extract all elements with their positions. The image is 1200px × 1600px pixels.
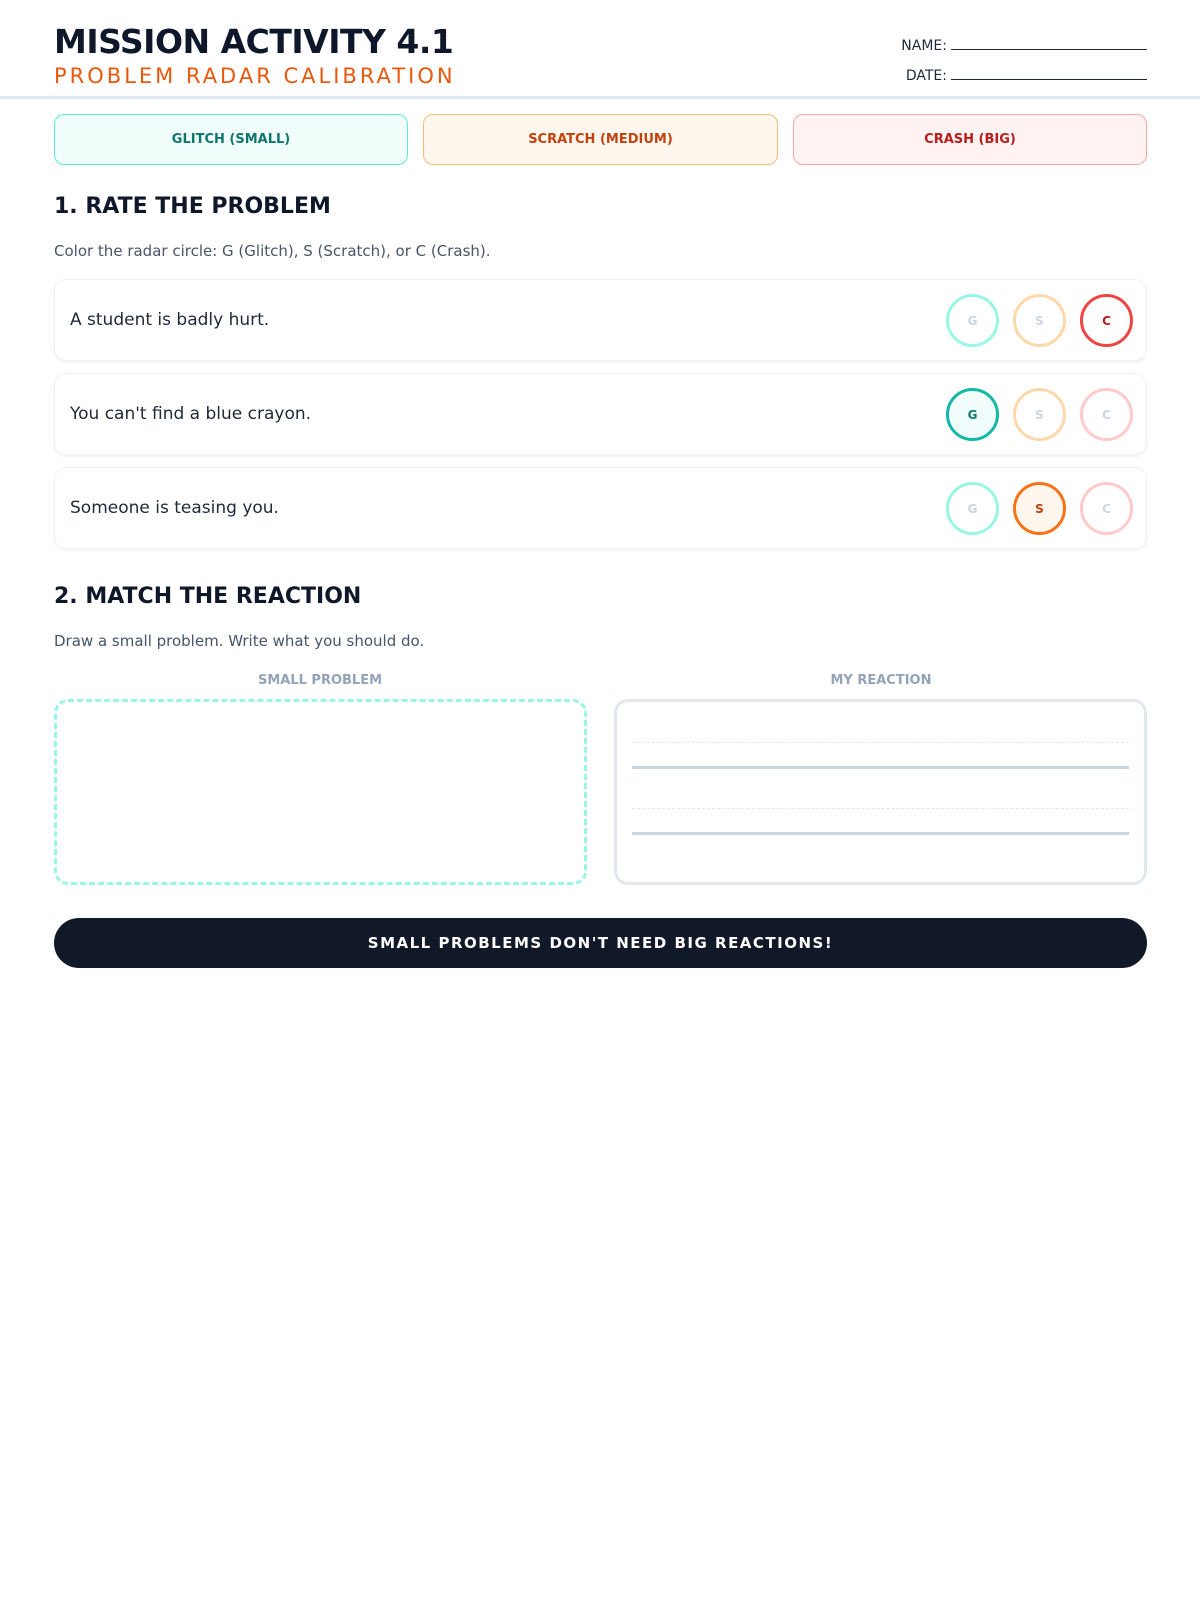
- guide-line: [632, 742, 1129, 743]
- reminder-banner: SMALL PROBLEMS DON'T NEED BIG REACTIONS!: [54, 918, 1147, 968]
- problem-text: Someone is teasing you.: [70, 498, 279, 518]
- radar-circle-crash[interactable]: C: [1080, 482, 1133, 535]
- legend-glitch: GLITCH (SMALL): [54, 114, 408, 165]
- radar-circle-glitch[interactable]: G: [946, 294, 999, 347]
- legend-crash: CRASH (BIG): [793, 114, 1147, 165]
- name-field[interactable]: [901, 38, 1147, 54]
- writing-line: [632, 832, 1129, 835]
- date-label: DATE:: [905, 68, 947, 84]
- radar-circle-glitch[interactable]: G: [946, 388, 999, 441]
- drawing-box[interactable]: [54, 699, 587, 885]
- radar-circle-scratch[interactable]: S: [1013, 388, 1066, 441]
- radar-circle-glitch[interactable]: G: [946, 482, 999, 535]
- radar-circle-scratch[interactable]: S: [1013, 294, 1066, 347]
- radar-circle-crash[interactable]: C: [1080, 388, 1133, 441]
- section-2-instructions: Draw a small problem. Write what you should do.: [54, 632, 425, 650]
- writing-box[interactable]: [614, 699, 1147, 885]
- problem-text: You can't find a blue crayon.: [70, 404, 312, 424]
- section-1-instructions: Color the radar circle: G (Glitch), S (Scratch), or C (Crash).: [54, 242, 491, 260]
- problem-text: A student is badly hurt.: [70, 310, 270, 330]
- guide-line: [632, 808, 1129, 809]
- worksheet-subtitle: PROBLEM RADAR CALIBRATION: [54, 64, 456, 88]
- radar-circle-scratch[interactable]: S: [1013, 482, 1066, 535]
- problem-card: [54, 467, 1147, 549]
- date-line[interactable]: [951, 68, 1147, 80]
- worksheet-title: MISSION ACTIVITY 4.1: [54, 22, 454, 61]
- problem-card: [54, 373, 1147, 455]
- radar-circle-crash[interactable]: C: [1080, 294, 1133, 347]
- section-1-title: 1. RATE THE PROBLEM: [54, 194, 331, 219]
- legend-scratch: SCRATCH (MEDIUM): [423, 114, 778, 165]
- writing-line: [632, 766, 1129, 769]
- small-problem-label: SMALL PROBLEM: [257, 673, 383, 688]
- worksheet-header: [0, 0, 1200, 99]
- section-2-title: 2. MATCH THE REACTION: [54, 584, 362, 609]
- problem-card: [54, 279, 1147, 361]
- my-reaction-label: MY REACTION: [830, 673, 932, 688]
- name-line[interactable]: [951, 38, 1147, 50]
- name-label: NAME:: [901, 38, 947, 54]
- date-field[interactable]: [906, 68, 1147, 84]
